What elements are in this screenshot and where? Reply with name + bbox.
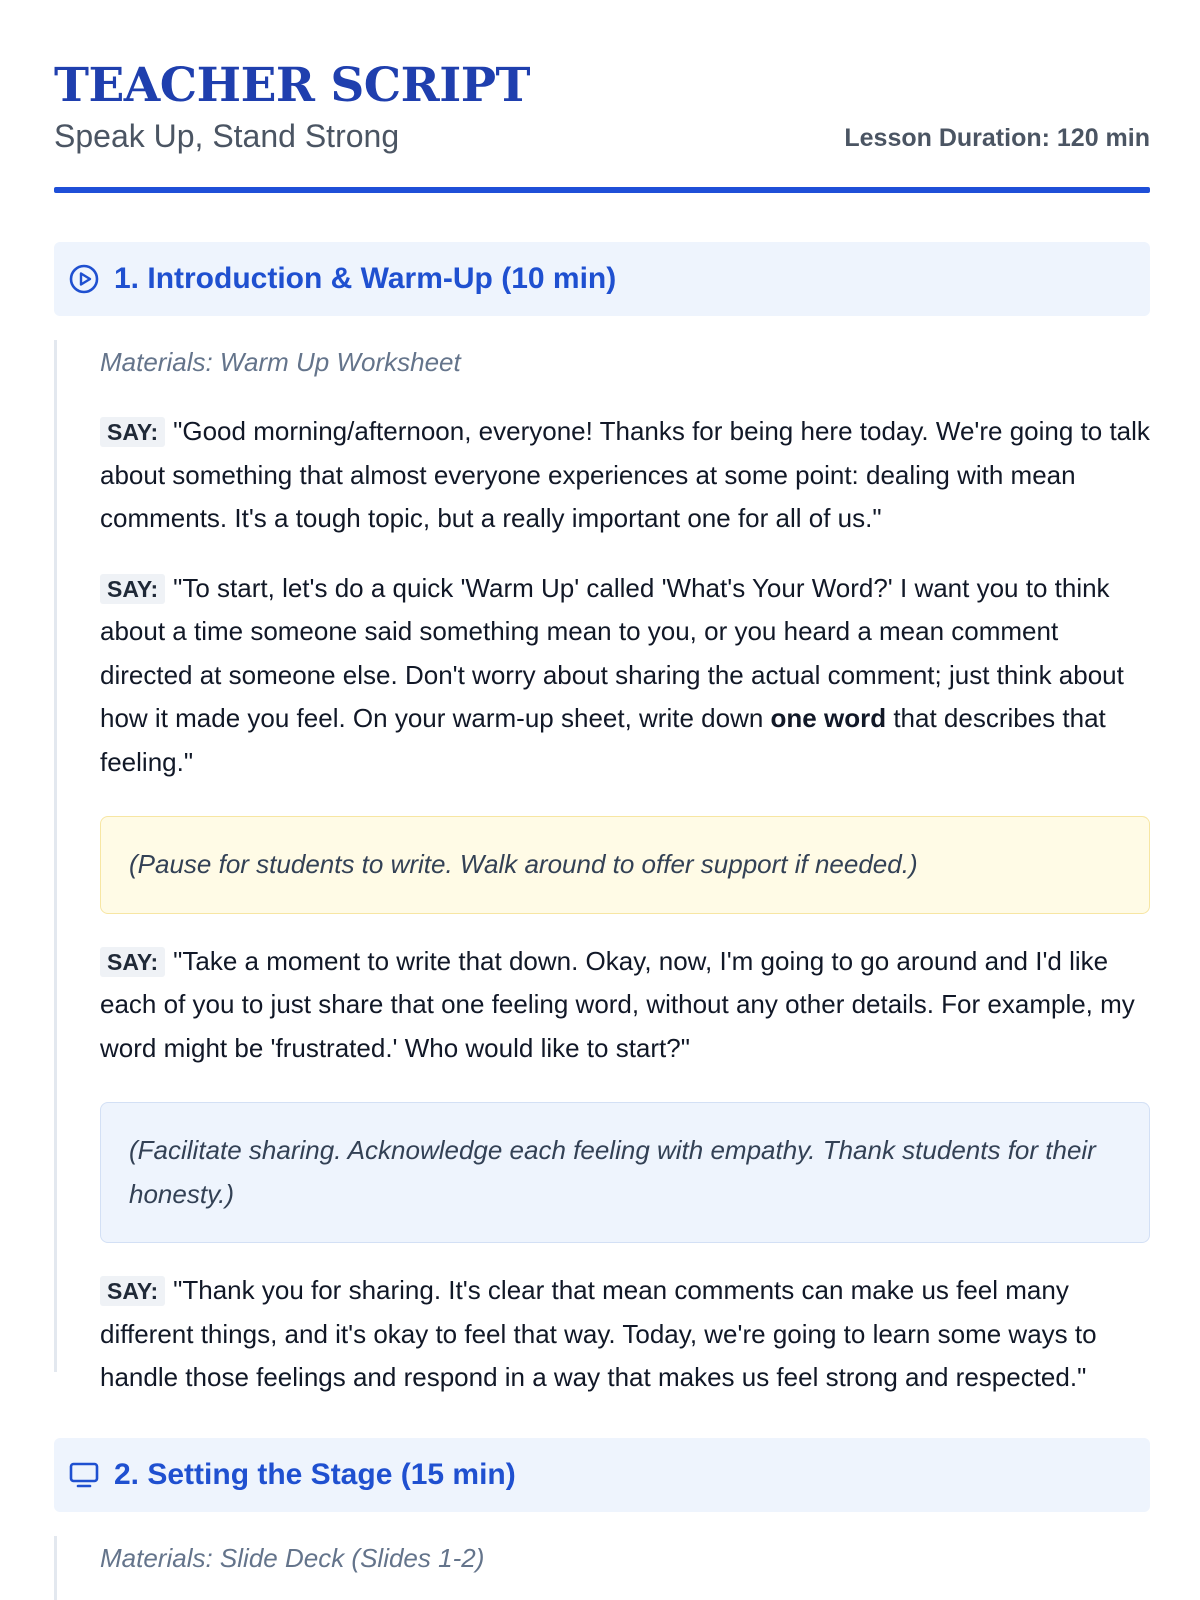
pause-note: (Pause for students to write. Walk around to offer support if needed.): [100, 816, 1150, 914]
monitor-icon: [68, 1459, 100, 1491]
say-paragraph-1: [100, 410, 1150, 541]
say-text-1: "Good morning/afternoon, everyone! Thanks for being here today. We're going to talk about something that almost everyone experiences at some point: dealing with mean comments. It's a tough topic, but a really important one for all of us.": [100, 416, 1150, 533]
page-title: TEACHER SCRIPT: [54, 58, 531, 113]
section-1-header[interactable]: [54, 242, 1150, 316]
section-2-body: [54, 1536, 1153, 1600]
say-paragraph-3: [100, 940, 1150, 1071]
section-1-materials: Materials: Warm Up Worksheet: [100, 347, 461, 377]
section-1-title: 1. Introduction & Warm-Up (10 min): [114, 262, 617, 295]
section-2-header[interactable]: [54, 1438, 1150, 1512]
header-divider: [54, 187, 1150, 193]
section-2-title: 2. Setting the Stage (15 min): [114, 1458, 516, 1491]
lesson-duration: Lesson Duration: 120 min: [844, 124, 1150, 152]
say-text-2b: that describes that feeling.": [100, 703, 1106, 777]
say-label: SAY:: [100, 947, 165, 977]
say-text-4: "Thank you for sharing. It's clear that mean comments can make us feel many different things, and it's okay to feel that way. Today, we're going to learn some ways to handle those feelings and respond in a way that makes us feel strong and respected.": [100, 1275, 1097, 1392]
section-2-materials: Materials: Slide Deck (Slides 1-2): [100, 1543, 485, 1573]
say-text-3: "Take a moment to write that down. Okay, now, I'm going to go around and I'd like each of you to just share that one feeling word, without any other details. For example, my word might be 'frustrated.' Who would like to start?": [100, 945, 1135, 1063]
facilitate-note: (Facilitate sharing. Acknowledge each feeling with empathy. Thank students for their honesty.): [100, 1102, 1150, 1243]
say-paragraph-4: [100, 1269, 1150, 1400]
say-text-2-bold: one word: [770, 703, 887, 733]
say-label: SAY:: [100, 417, 165, 447]
subtitle-row: [54, 114, 1150, 158]
lesson-subtitle: Speak Up, Stand Strong: [54, 118, 400, 154]
section-1-content: [100, 340, 1150, 1400]
section-1-body: [54, 340, 1153, 1392]
say-text-2a: "To start, let's do a quick 'Warm Up' called 'What's Your Word?' I want you to think about a time someone said something mean to you, or you heard a mean comment directed at someone else. Don't worry about sharing the actual comment; just think about how it made you feel. On your warm-up sheet, write down: [100, 572, 1124, 733]
section-2-content: [100, 1536, 1150, 1580]
play-circle-icon: [68, 263, 100, 295]
say-label: SAY:: [100, 1276, 165, 1306]
say-paragraph-2: [100, 567, 1150, 785]
page-header: [54, 58, 1150, 158]
say-label: SAY:: [100, 574, 165, 604]
